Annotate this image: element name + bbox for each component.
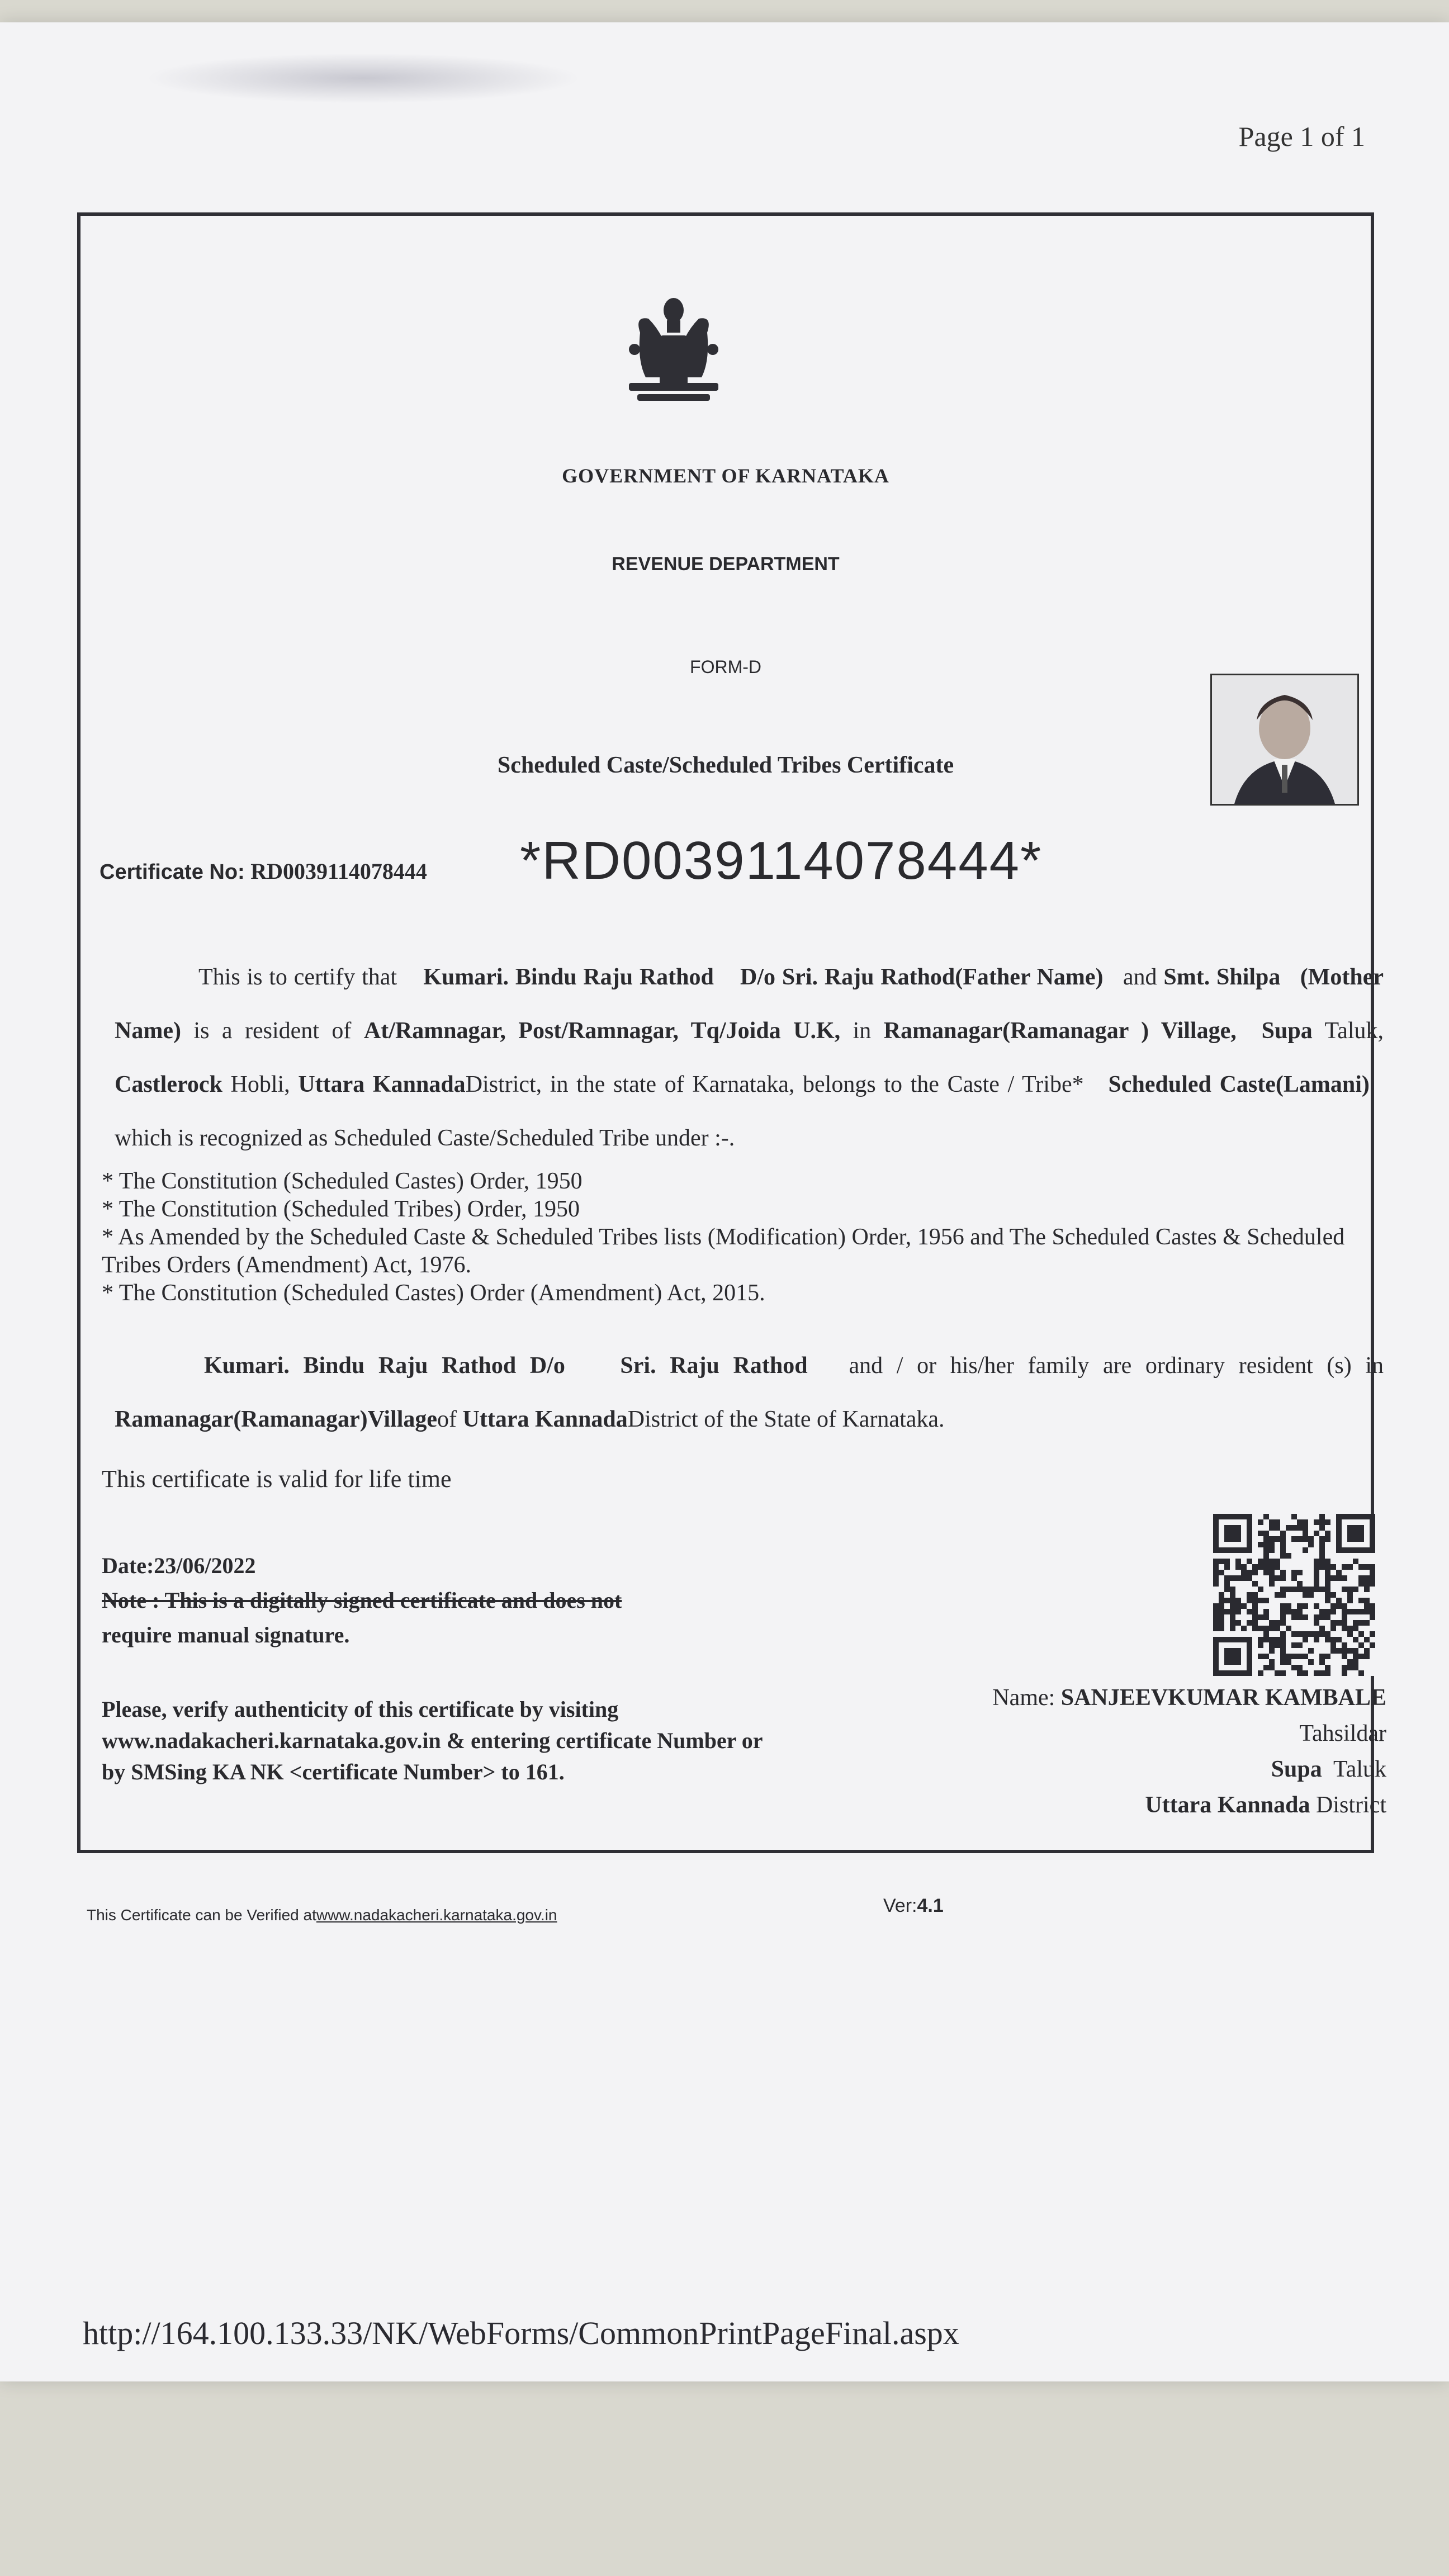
residence-text: and / or his/her family are ordinary resident (s) in [849, 1353, 1384, 1379]
resident-text: is a resident of [193, 1018, 352, 1044]
scan-smudge [145, 53, 581, 103]
signatory-district-line [992, 1787, 1386, 1823]
certification-paragraph [115, 950, 1384, 1165]
qr-code [1213, 1514, 1375, 1676]
karnataka-emblem-icon [618, 293, 730, 411]
signatory-designation: Tahsildar [1299, 1721, 1386, 1746]
name-label: Name: [992, 1685, 1055, 1711]
of-text: of [437, 1407, 457, 1432]
district-2: Uttara Kannada [462, 1407, 628, 1432]
district: Uttara Kannada [298, 1072, 466, 1097]
father-name-2: Sri. Raju Rathod [620, 1353, 808, 1379]
form-label: FORM-D [690, 657, 761, 677]
digital-signature-note: Note : This is a digitally signed certificate and does not [102, 1588, 622, 1613]
and-text: and [1123, 964, 1157, 990]
signatory-name: SANJEEVKUMAR KAMBALE [1060, 1685, 1386, 1711]
village: Ramanagar(Ramanagar ) Village, [883, 1018, 1237, 1044]
taluk-label: Taluk, [1324, 1018, 1384, 1044]
district-label: District [1316, 1792, 1386, 1818]
certificate-number-label: Certificate No: [100, 860, 245, 884]
caste: Scheduled Caste(Lamani) [1108, 1072, 1370, 1097]
verification-instructions: Please, verify authenticity of this certificate by visiting www.nadakacheri.karnataka.gov.in & entering certificate Number or by SMSing KA NK <certificate Number> to 161. [102, 1697, 763, 1784]
village-2: Ramanagar(Ramanagar)Village [115, 1407, 438, 1432]
signatory-taluk: Supa [1271, 1756, 1322, 1782]
mother-label: (Mother Name) [115, 964, 1384, 1044]
holder-name-2: Kumari. Bindu Raju Rathod D/o [204, 1353, 565, 1379]
order-item: * The Constitution (Scheduled Tribes) Order, 1950 [102, 1196, 580, 1222]
digital-signature-note-2: require manual signature. [102, 1622, 350, 1647]
address: At/Ramnagar, Post/Ramnagar, Tq/Joida U.K, [363, 1018, 841, 1044]
signatory-district: Uttara Kannada [1145, 1792, 1310, 1818]
footer-verify-text: This Certificate can be Verified at [87, 1906, 316, 1924]
orders-list [102, 1167, 1382, 1307]
signatory-taluk-line [992, 1751, 1386, 1787]
hobli: Castlerock [115, 1072, 222, 1097]
state-text: District of the State of Karnataka. [627, 1407, 945, 1432]
date-block [102, 1549, 773, 1652]
validity-text: This certificate is valid for life time [102, 1465, 452, 1493]
print-url: http://164.100.133.33/NK/WebForms/CommonPrintPageFinal.aspx [83, 2315, 959, 2351]
certificate-number [100, 858, 427, 884]
certificate-title: Scheduled Caste/Scheduled Tribes Certificate [497, 752, 954, 778]
signatory-block [992, 1680, 1386, 1823]
hobli-label: Hobli, [230, 1072, 290, 1097]
certificate-page [0, 22, 1449, 2381]
district-tail: District, in the state of Karnataka, belongs to the Caste / Tribe* [465, 1072, 1084, 1097]
caste-tail: which is recognized as Scheduled Caste/Scheduled Tribe under :-. [115, 1125, 735, 1151]
version-label [883, 1895, 944, 1917]
order-item: * As Amended by the Scheduled Caste & Scheduled Tribes lists (Modification) Order, 1956 and The Scheduled Castes & Scheduled Tribes Orders (Amendment) Act, 1976. [102, 1224, 1345, 1278]
government-heading: GOVERNMENT OF KARNATAKA [562, 465, 889, 487]
issue-date: Date:23/06/2022 [102, 1553, 256, 1578]
barcode-text: *RD0039114078444* [520, 831, 1043, 891]
order-item: * The Constitution (Scheduled Castes) Order (Amendment) Act, 2015. [102, 1280, 765, 1306]
taluk-label-2: Taluk [1333, 1756, 1386, 1782]
mother-name: Smt. Shilpa [1163, 964, 1281, 990]
order-item: * The Constitution (Scheduled Castes) Order, 1950 [102, 1168, 583, 1194]
father-name: D/o Sri. Raju Rathod(Father Name) [740, 964, 1104, 990]
holder-photo [1210, 674, 1359, 806]
department-heading: REVENUE DEPARTMENT [612, 553, 840, 575]
footer-verification [87, 1906, 557, 1924]
residence-paragraph [115, 1339, 1384, 1446]
taluk: Supa [1261, 1018, 1313, 1044]
in-text: in [853, 1018, 872, 1044]
intro-text: This is to certify that [198, 964, 397, 990]
footer-verify-link[interactable]: www.nadakacheri.karnataka.gov.in [316, 1906, 557, 1924]
certificate-number-value: RD0039114078444 [250, 859, 427, 884]
holder-name: Kumari. Bindu Raju Rathod [423, 964, 714, 990]
version-value: 4.1 [917, 1895, 944, 1916]
page-number: Page 1 of 1 [1238, 121, 1365, 152]
signatory-name-line [992, 1680, 1386, 1716]
version-prefix: Ver: [883, 1895, 917, 1916]
